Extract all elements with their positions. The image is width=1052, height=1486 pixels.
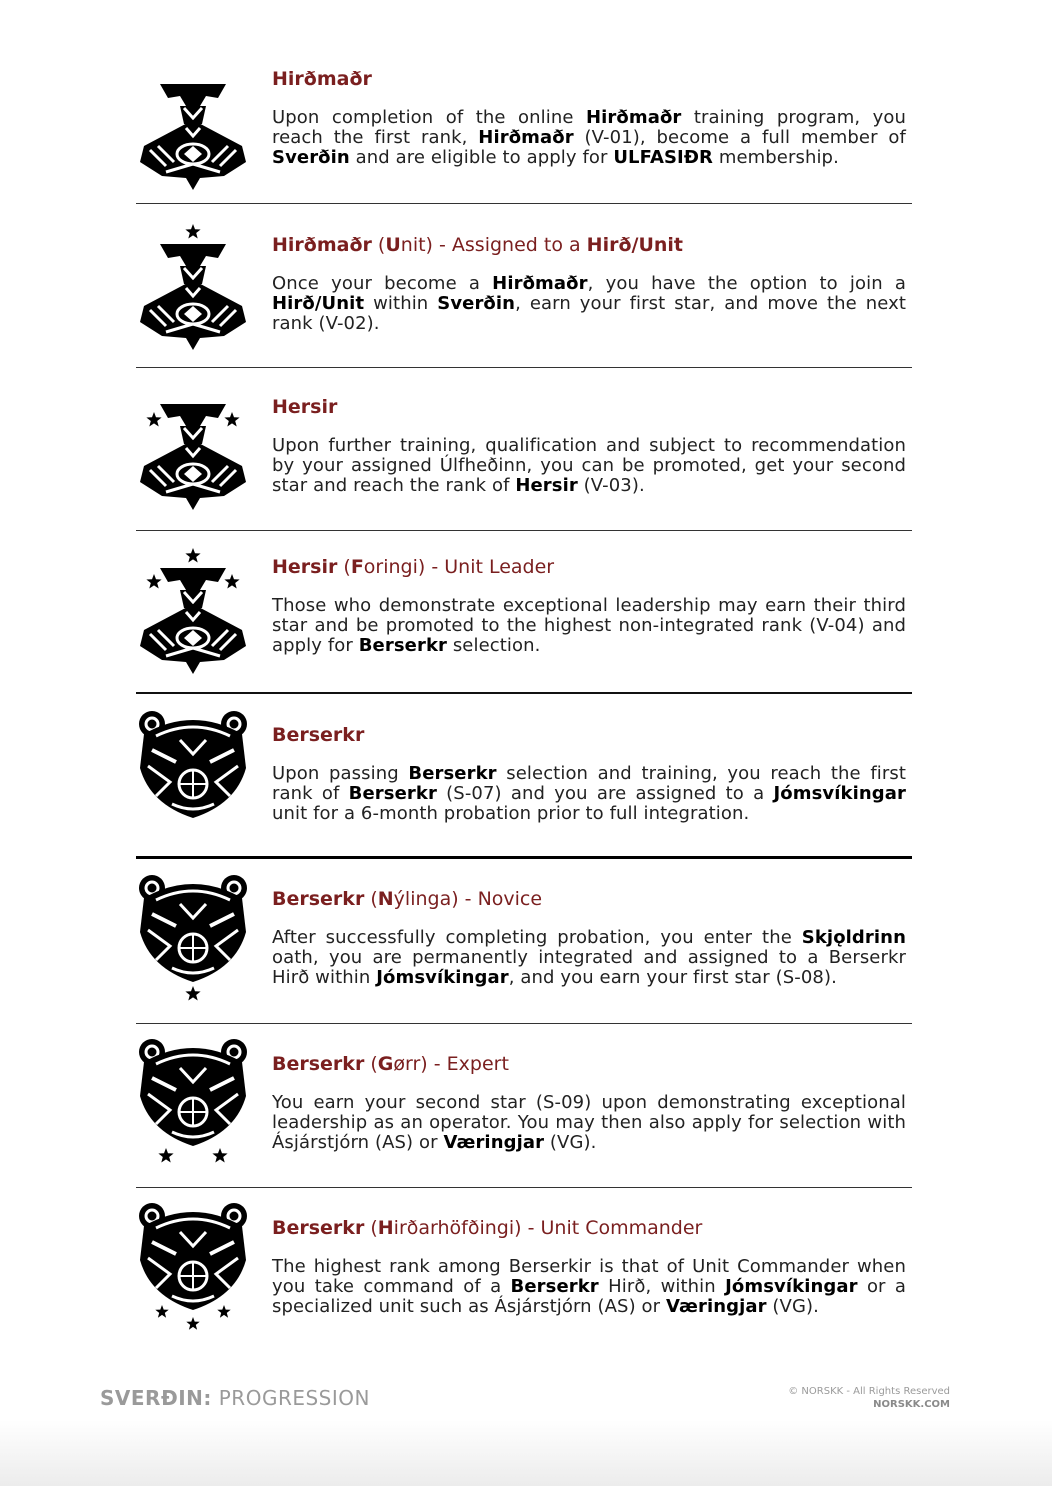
bear-head-icon <box>136 872 250 1002</box>
rank-title: Berserkr <box>272 724 365 746</box>
divider <box>136 367 912 368</box>
rank-title: Hirðmaðr (Unit) - Assigned to a Hirð/Unit <box>272 234 683 256</box>
rank-description: Upon further training, qualification and subject to recommendation by your assigned Úlfheðinn, you can be promoted, get your second star and reach the rank of Hersir (V-03). <box>272 435 906 496</box>
thors-hammer-icon <box>136 70 250 200</box>
site-link[interactable]: NORSKK.COM <box>873 1399 950 1410</box>
divider <box>136 692 912 694</box>
rank-description: You earn your second star (S-09) upon demonstrating exceptional leadership as an operator. You may then also apply for selection with Ásjárstjórn (AS) or Væringjar (VG). <box>272 1092 906 1153</box>
rank-description: After successfully completing probation, you enter the Skjǫldrinn oath, you are permanently integrated and assigned to a Berserkr Hirð within Jómsvíkingar, and you earn your first star (S-08). <box>272 927 906 988</box>
divider <box>136 1023 912 1024</box>
divider <box>136 530 912 531</box>
bear-head-icon <box>136 1200 250 1330</box>
thors-hammer-icon <box>136 386 250 516</box>
footer-copyright <box>788 1385 950 1411</box>
divider <box>136 203 912 204</box>
rank-title: Hirðmaðr <box>272 68 372 90</box>
rank-description: Once your become a Hirðmaðr, you have the option to join a Hirð/Unit within Sverðin, earn your first star, and move the next rank (V-02). <box>272 273 906 334</box>
thors-hammer-icon <box>136 222 250 352</box>
rank-description: The highest rank among Berserkir is that of Unit Commander when you take command of a Berserkr Hirð, within Jómsvíkingar or a specialized unit such as Ásjárstjórn (AS) or Væringjar (VG). <box>272 1256 906 1317</box>
rank-description: Upon passing Berserkr selection and training, you reach the first rank of Berserkr (S-07) and you are assigned to a Jómsvíkingar unit for a 6-month probation prior to full integration. <box>272 763 907 824</box>
rank-description: Those who demonstrate exceptional leadership may earn their third star and be promoted to the highest non-integrated rank (V-04) and apply for Berserkr selection. <box>272 595 906 656</box>
bear-head-icon <box>136 1036 250 1166</box>
divider <box>136 1187 912 1188</box>
rank-title: Hersir <box>272 396 338 418</box>
bear-head-icon <box>136 708 250 838</box>
rank-title: Berserkr (Nýlinga) - Novice <box>272 888 543 910</box>
rank-title: Berserkr (Hirðarhöfðingi) - Unit Commander <box>272 1217 703 1239</box>
divider <box>136 856 912 859</box>
rank-title: Berserkr (Gørr) - Expert <box>272 1053 509 1075</box>
rank-title: Hersir (Foringi) - Unit Leader <box>272 556 555 578</box>
copyright-text: © NORSKK - All Rights Reserved <box>788 1386 950 1397</box>
footer-title: SVERÐIN: PROGRESSION <box>100 1386 370 1410</box>
rank-description: Upon completion of the online Hirðmaðr training program, you reach the first rank, Hirðmaðr (V-01), become a full member of Sverðin and are eligible to apply for ULFASIÐR membership. <box>272 107 906 168</box>
thors-hammer-icon <box>136 546 250 676</box>
